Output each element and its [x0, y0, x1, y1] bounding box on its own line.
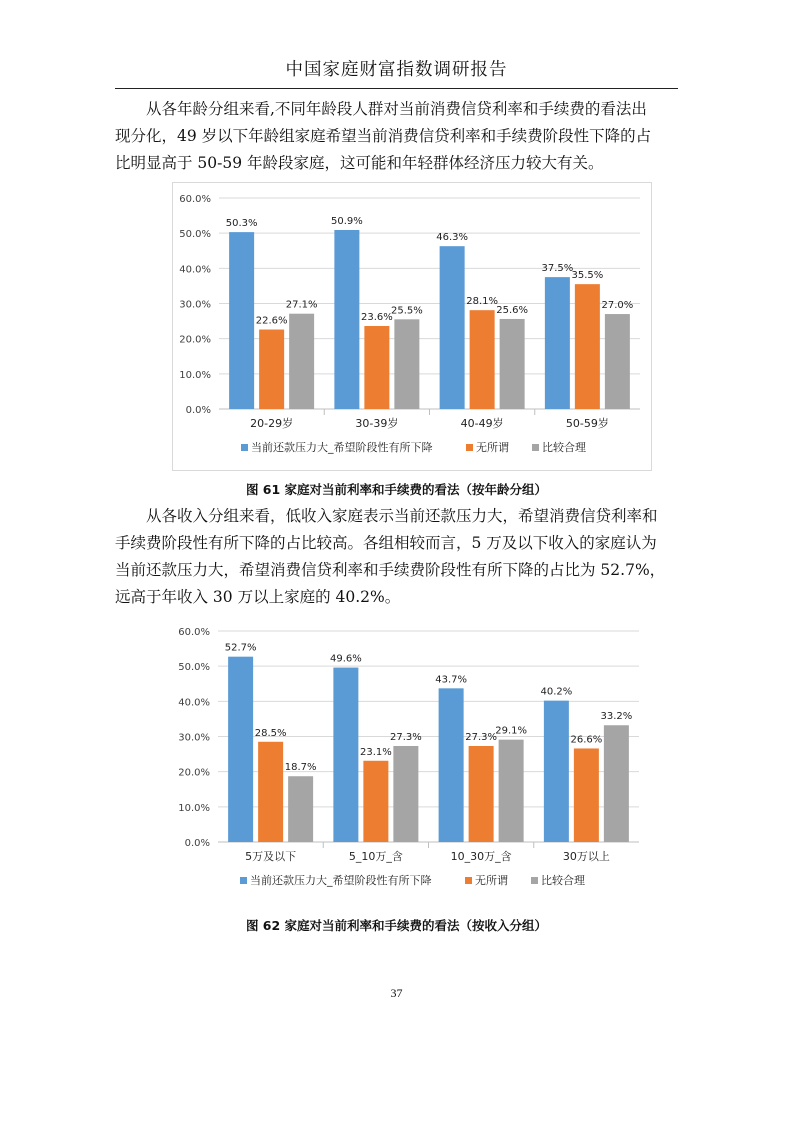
data-label: 43.7% [435, 674, 468, 686]
chart-by-age-caption: 图 61 家庭对当前利率和手续费的看法（按年龄分组） [245, 482, 548, 497]
paragraph-line: 远高于年收入 30 万以上家庭的 40.2%。 [115, 588, 401, 606]
category-label: 30-39岁 [355, 417, 399, 430]
data-label: 50.9% [330, 216, 363, 228]
legend-swatch [241, 444, 248, 451]
bar [604, 725, 629, 842]
data-label: 27.3% [389, 731, 422, 743]
data-label: 27.1% [285, 299, 318, 311]
data-label: 25.6% [496, 304, 529, 316]
data-label: 50.3% [225, 218, 258, 230]
data-label: 46.3% [436, 232, 469, 244]
category-label: 5万及以下 [245, 850, 297, 863]
paragraph-line: 当前还款压力大，希望消费信贷利率和手续费阶段性有所下降的占比为 52.7%， [115, 561, 666, 579]
bar [259, 330, 284, 409]
legend-label: 无所谓 [475, 874, 508, 887]
bar [289, 314, 314, 409]
paragraph-line: 从各收入分组来看，低收入家庭表示当前还款压力大，希望消费信贷利率和 [115, 507, 658, 525]
paragraph-age-analysis [115, 96, 678, 177]
data-label: 27.0% [601, 300, 634, 312]
data-label: 28.1% [466, 296, 499, 308]
legend-label: 比较合理 [541, 874, 585, 887]
y-tick-label: 0.0% [184, 838, 210, 849]
y-tick-label: 40.0% [179, 264, 211, 276]
legend-swatch [465, 877, 472, 884]
legend-label: 当前还款压力大_希望阶段性有所下降 [251, 441, 433, 454]
bar [228, 657, 253, 842]
bar [545, 277, 570, 409]
data-label: 37.5% [541, 263, 574, 275]
legend-swatch [240, 877, 247, 884]
bar [499, 740, 524, 842]
data-label: 22.6% [255, 315, 288, 327]
category-label: 40-49岁 [460, 417, 504, 430]
bar [605, 314, 630, 409]
y-tick-label: 10.0% [179, 369, 211, 381]
page-number: 37 [390, 986, 403, 1000]
y-tick-label: 20.0% [178, 767, 210, 779]
y-tick-label: 50.0% [179, 229, 211, 241]
bar [393, 746, 418, 842]
category-label: 5_10万_含 [348, 850, 403, 863]
data-label: 49.6% [329, 653, 362, 665]
chart-by-age-svg [173, 183, 651, 470]
legend-swatch [532, 444, 539, 451]
bar [469, 746, 494, 842]
bar [288, 776, 313, 842]
y-tick-label: 60.0% [178, 627, 210, 638]
bar [363, 761, 388, 842]
y-tick-label: 10.0% [178, 802, 210, 814]
y-tick-label: 40.0% [178, 697, 210, 709]
data-label: 28.5% [254, 727, 287, 739]
data-label: 26.6% [570, 734, 603, 746]
data-label: 33.2% [600, 711, 633, 723]
bar [258, 742, 283, 842]
category-label: 20-29岁 [250, 417, 294, 430]
report-header-title: 中国家庭财富指数调研报告 [285, 60, 508, 80]
data-label: 25.5% [390, 305, 423, 317]
bar [470, 310, 495, 409]
y-tick-label: 20.0% [179, 334, 211, 346]
bar [364, 326, 389, 409]
chart-by-age [172, 182, 652, 471]
bar [500, 319, 525, 409]
bar [334, 230, 359, 409]
bar [574, 748, 599, 842]
data-label: 23.6% [360, 312, 393, 324]
paragraph-line: 从各年龄分组来看,不同年龄段人群对当前消费信贷利率和手续费的看法出 [115, 100, 647, 118]
category-label: 50-59岁 [565, 417, 609, 430]
data-label: 35.5% [571, 270, 604, 282]
paragraph-line: 比明显高于 50-59 年龄段家庭，这可能和年轻群体经济压力较大有关。 [115, 154, 604, 172]
legend-swatch [531, 877, 538, 884]
category-label: 10_30万_含 [450, 850, 512, 863]
paragraph-income-analysis [115, 503, 678, 611]
data-label: 40.2% [540, 686, 573, 698]
bar [229, 232, 254, 409]
category-label: 30万以上 [562, 850, 610, 863]
bar [575, 284, 600, 409]
y-tick-label: 30.0% [179, 299, 211, 311]
chart-by-income-svg [172, 616, 650, 901]
paragraph-line: 现分化，49 岁以下年龄组家庭希望当前消费信贷利率和手续费阶段性下降的占 [115, 127, 652, 145]
paragraph-line: 手续费阶段性有所下降的占比较高。各组相较而言，5 万及以下收入的家庭认为 [115, 534, 657, 552]
bar [440, 246, 465, 409]
y-tick-label: 0.0% [185, 405, 211, 416]
legend-label: 无所谓 [476, 441, 509, 454]
data-label: 23.1% [359, 746, 392, 758]
chart-by-income-caption: 图 62 家庭对当前利率和手续费的看法（按收入分组） [245, 918, 548, 933]
y-tick-label: 60.0% [179, 194, 211, 205]
data-label: 29.1% [495, 725, 528, 737]
bar [394, 319, 419, 409]
chart-by-income [172, 616, 650, 901]
bar [544, 701, 569, 842]
data-label: 52.7% [224, 642, 257, 654]
legend-label: 比较合理 [542, 441, 586, 454]
y-tick-label: 50.0% [178, 662, 210, 674]
bar [439, 688, 464, 842]
legend-label: 当前还款压力大_希望阶段性有所下降 [250, 874, 432, 887]
bar [333, 668, 358, 842]
data-label: 27.3% [465, 731, 498, 743]
y-tick-label: 30.0% [178, 732, 210, 744]
legend-swatch [466, 444, 473, 451]
data-label: 18.7% [284, 762, 317, 774]
header-rule [115, 88, 678, 89]
